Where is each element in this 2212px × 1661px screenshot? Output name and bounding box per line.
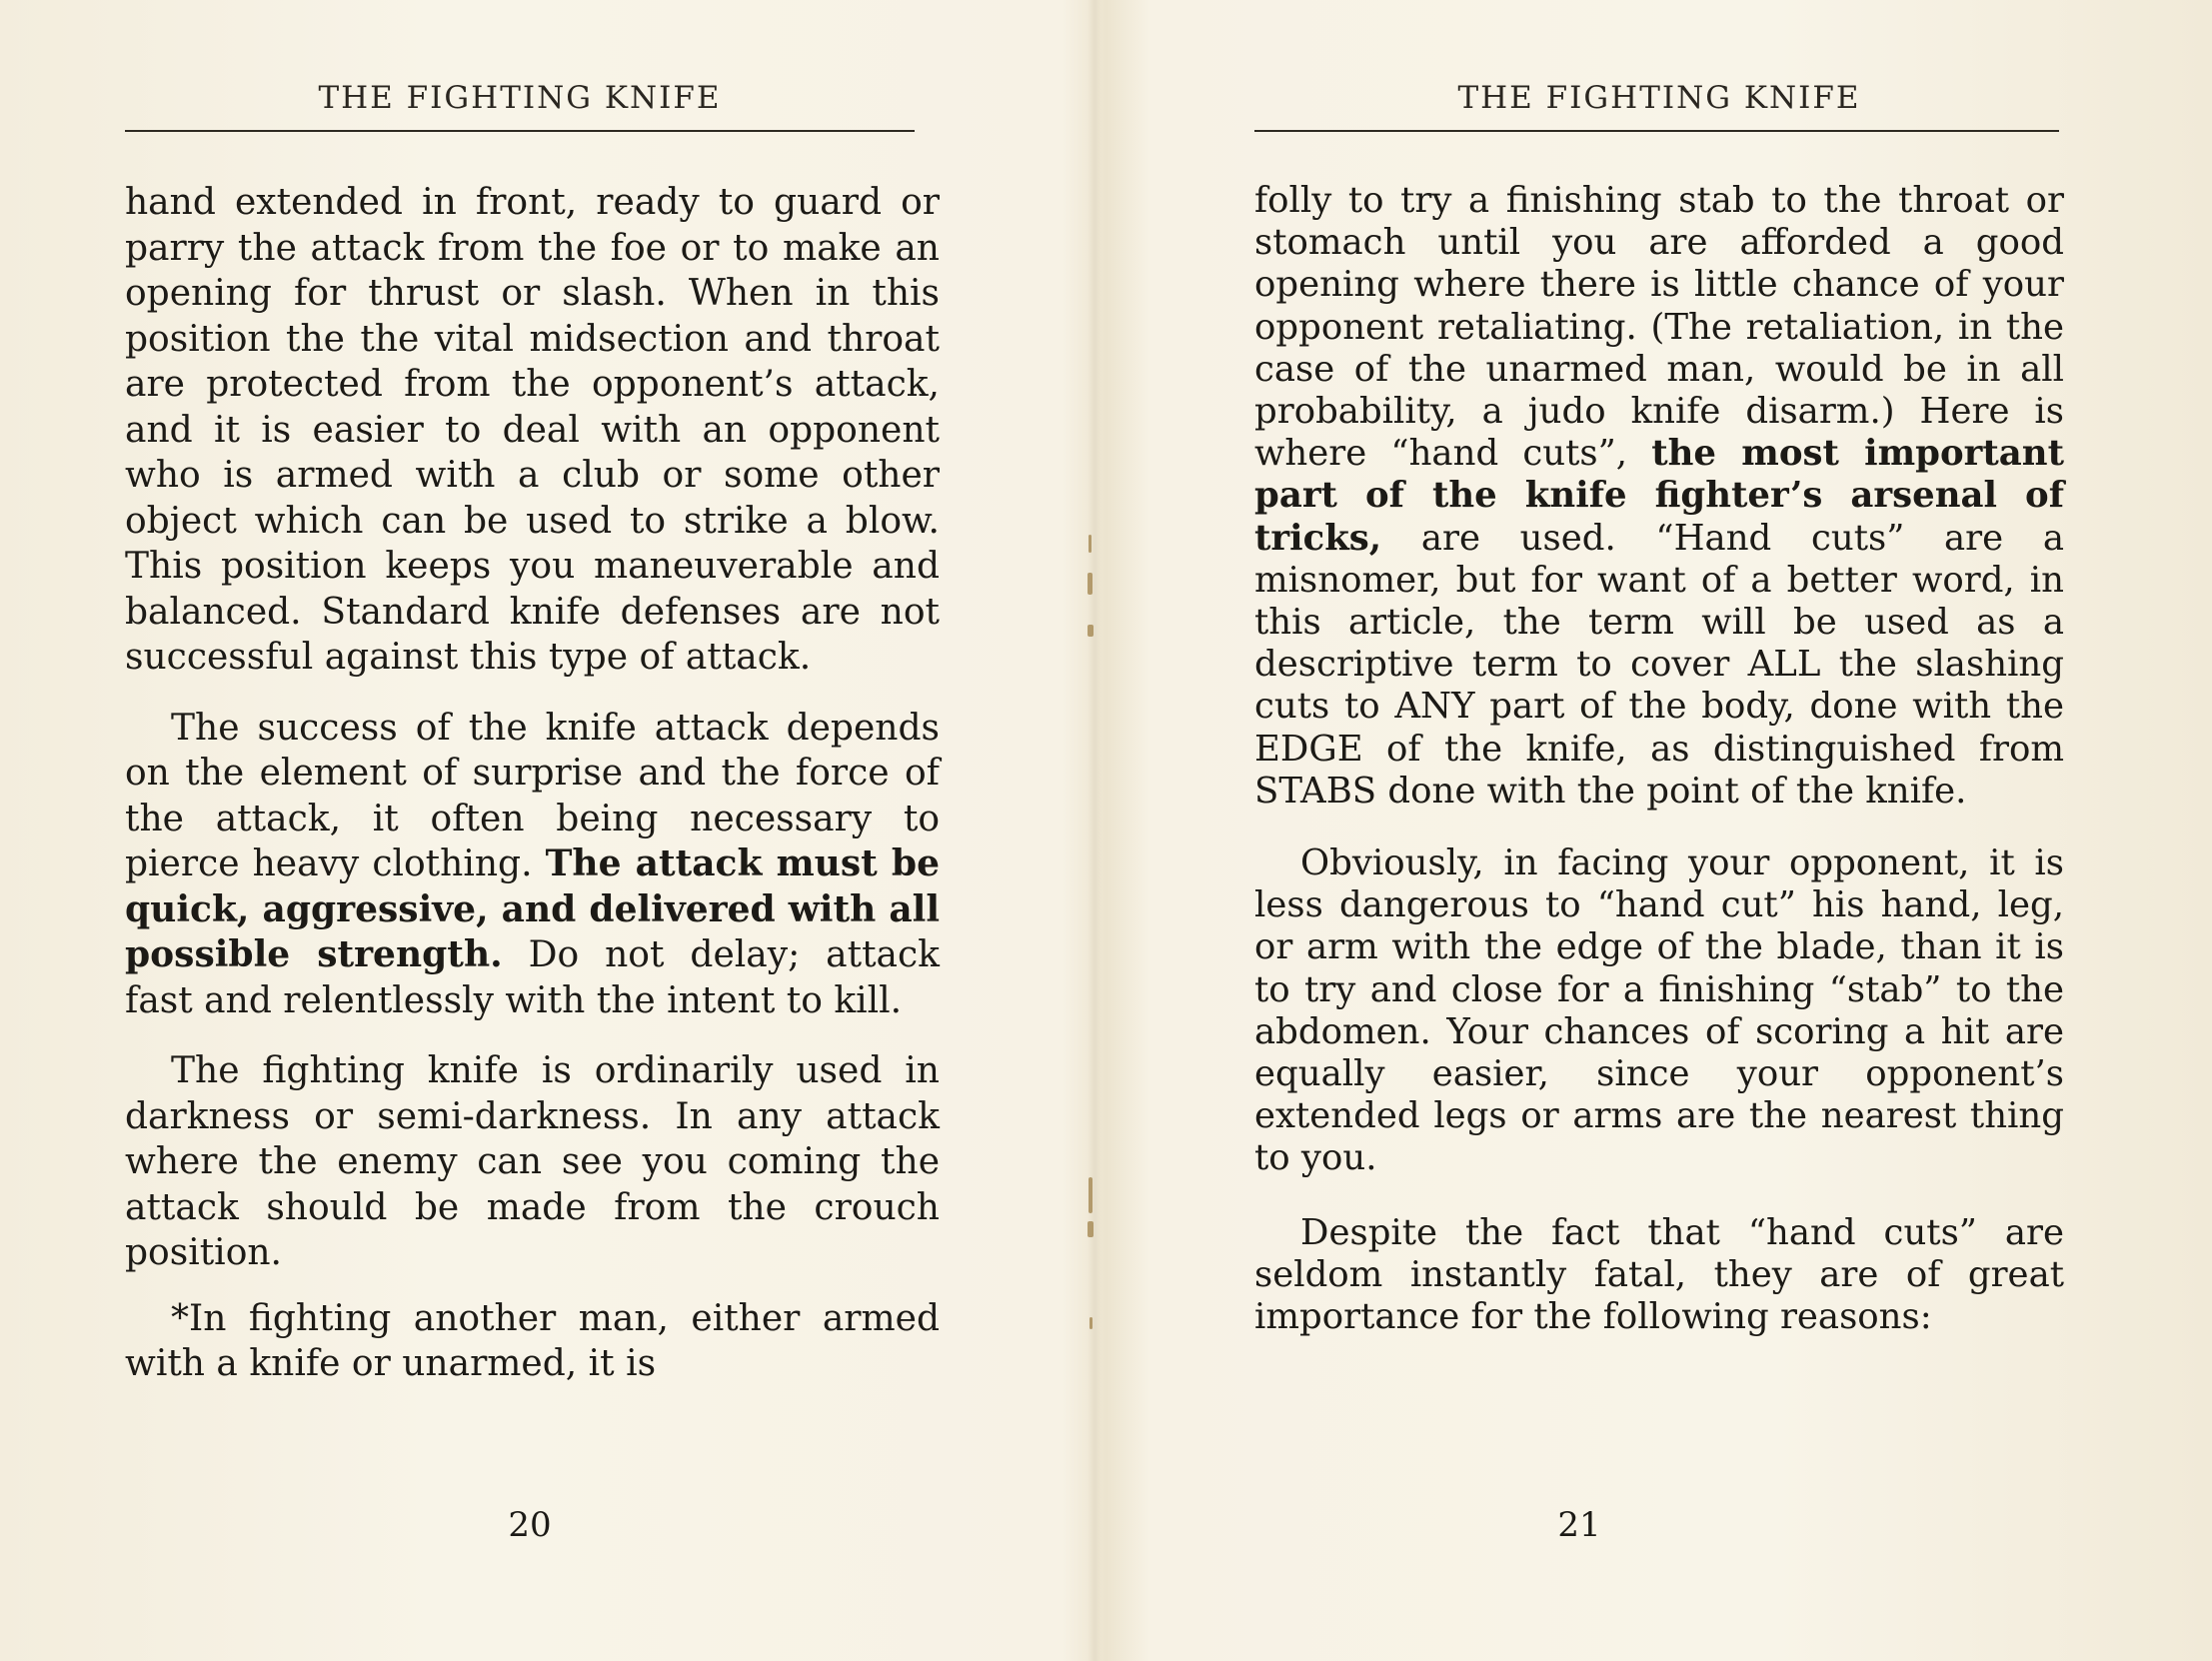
paragraph-text: Despite the fact that “hand cuts” are seldom instantly fatal, they are of great importance for the following reasons: — [1254, 1211, 2064, 1338]
book-gutter — [1088, 0, 1102, 1661]
paragraph-text: are used. “Hand cuts” are a misnomer, but for want of a better word, in this article, the term will be used as a descriptive term to cover ALL the slashing cuts to ANY part of the body, done with the EDGE of the knife, as distinguished from STABS done with the point of the knife. — [1254, 517, 2064, 812]
paragraph-text: *In fighting another man, either armed with a knife or unarmed, it is — [125, 1297, 940, 1384]
binding-speck — [1088, 625, 1094, 637]
bold-emphasis: The attack must be quick, aggressive, and delivered with all possible strength. — [125, 842, 941, 975]
left-page — [125, 0, 940, 1661]
page-body — [125, 180, 940, 1387]
paragraph — [1254, 842, 2064, 1180]
binding-speck — [1089, 535, 1092, 553]
paragraph — [125, 706, 940, 1024]
right-page — [1254, 0, 2064, 1661]
paragraph-text: The fighting knife is ordinarily used in darkness or semi-darkness. In any attack where the enemy can see you coming the attack should be made from the crouch position. — [125, 1050, 940, 1273]
paragraph — [125, 180, 940, 681]
paragraph — [1254, 180, 2064, 813]
paragraph-text: Do not delay; attack fast and relentlessly with the intent to kill. — [125, 934, 940, 1021]
paragraph-text: Obviously, in facing your opponent, it is less dangerous to “hand cut” his hand, leg, or arm with the edge of the blade, than it is to try and close for a finishing “stab” to the abdomen. Your chances of scoring a hit are equally easier, since your opponent’s extended legs or arms are the nearest thing to you. — [1254, 842, 2064, 1179]
paragraph — [125, 1048, 940, 1276]
bold-emphasis: the most important part of the knife fighter’s arsenal of tricks, — [1254, 433, 2064, 559]
binding-speck — [1088, 1221, 1094, 1237]
paragraph — [125, 1296, 940, 1387]
page-body — [1254, 180, 2064, 1338]
header-rule — [1254, 130, 2059, 132]
binding-speck — [1088, 573, 1093, 595]
running-head: THE FIGHTING KNIFE — [1457, 80, 1861, 116]
paragraph-text: hand extended in front, ready to guard or parry the attack from the foe or to make an opening for thrust or slash. When in this position the the vital midsection and throat are protected from the opponent’s attack, and it is easier to deal with an opponent who is armed with a club or some other object which can be used to strike a blow. This position keeps you maneuverable and balanced. Standard knife defenses are not successful against this type of attack. — [125, 182, 940, 678]
page-number: 20 — [508, 1505, 552, 1545]
page-number: 21 — [1557, 1505, 1601, 1545]
header-rule — [125, 130, 915, 132]
paragraph — [1254, 1212, 2064, 1339]
running-head: THE FIGHTING KNIFE — [318, 80, 722, 116]
binding-speck — [1090, 1317, 1093, 1329]
paragraph-text: folly to try a finishing stab to the throat or stomach until you are afforded a good opening where there is little chance of your opponent retaliating. (The retaliation, in the case of the unarmed man, would be in all probability, a judo knife disarm.) Here is where “hand cuts”, — [1254, 180, 2064, 475]
paragraph-text: The success of the knife attack depends on the element of surprise and the force of the attack, it often being necessary to pierce heavy clothing. — [125, 707, 940, 884]
binding-speck — [1089, 1177, 1093, 1213]
